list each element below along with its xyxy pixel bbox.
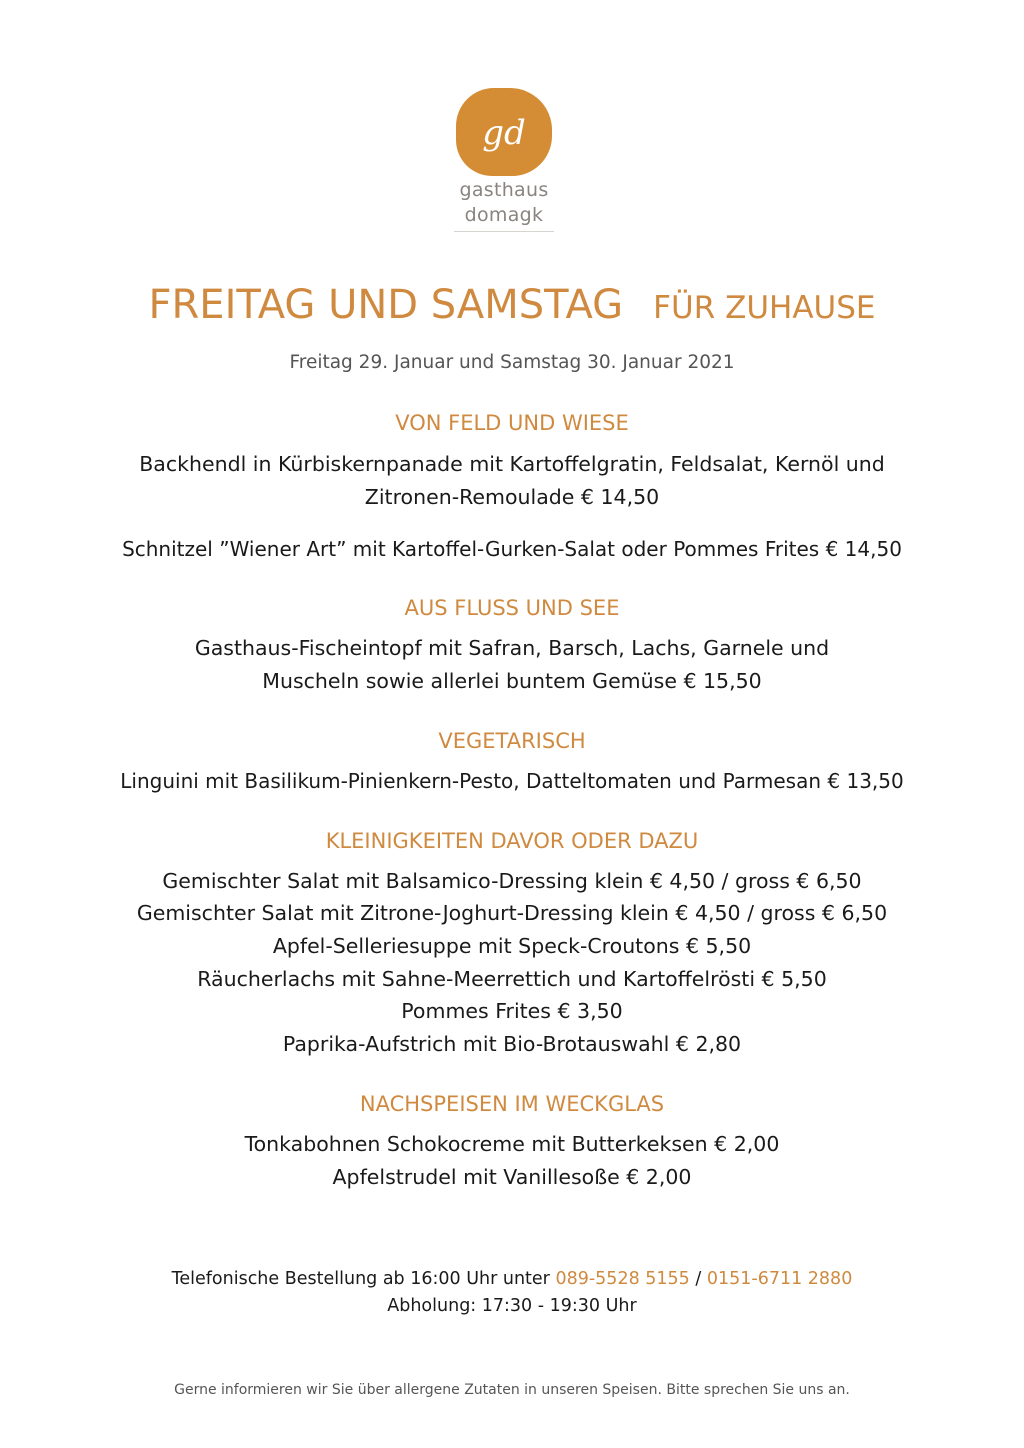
monogram-icon xyxy=(456,88,552,176)
section-heading-feld-wiese: VON FELD UND WIESE xyxy=(395,411,629,435)
logo-underline xyxy=(454,231,554,232)
menu-line: Gemischter Salat mit Balsamico-Dressing klein € 4,50 / gross € 6,50 xyxy=(162,869,862,893)
menu-line: Linguini mit Basilikum-Pinienkern-Pesto, Datteltomaten und Parmesan € 13,50 xyxy=(120,769,904,793)
logo-badge xyxy=(456,88,552,176)
order-info xyxy=(0,1269,1024,1289)
phone-link-2[interactable]: 0151-6711 2880 xyxy=(706,1269,853,1289)
menu-line: Tonkabohnen Schokocreme mit Butterkeksen € 2,00 xyxy=(244,1132,780,1156)
section-heading-kleinigkeiten: KLEINIGKEITEN DAVOR ODER DAZU xyxy=(325,829,699,853)
order-prefix: Telefonische Bestellung ab 16:00 Uhr unter xyxy=(171,1269,556,1289)
section-heading-vegetarisch: VEGETARISCH xyxy=(438,729,586,753)
section-heading-nachspeisen: NACHSPEISEN IM WECKGLAS xyxy=(359,1092,665,1116)
pickup-info: Abholung: 17:30 - 19:30 Uhr xyxy=(387,1296,637,1316)
logo-name-line2: domagk xyxy=(464,204,544,226)
section-heading-fluss-see: AUS FLUSS UND SEE xyxy=(404,596,620,620)
menu-line: Pommes Frites € 3,50 xyxy=(401,999,623,1023)
menu-line: Schnitzel ”Wiener Art” mit Kartoffel-Gurken-Salat oder Pommes Frites € 14,50 xyxy=(122,537,902,561)
menu-line: Muscheln sowie allerlei buntem Gemüse € 15,50 xyxy=(262,669,762,693)
menu-line: Zitronen-Remoulade € 14,50 xyxy=(364,485,660,509)
title-main: FREITAG UND SAMSTAG xyxy=(148,282,624,328)
menu-line: Paprika-Aufstrich mit Bio-Brotauswahl € 2,80 xyxy=(282,1032,742,1056)
menu-line: Räucherlachs mit Sahne-Meerrettich und Kartoffelrösti € 5,50 xyxy=(197,967,827,991)
logo-monogram: gd xyxy=(482,113,526,153)
phone-separator: / xyxy=(689,1269,707,1289)
menu-line: Backhendl in Kürbiskernpanade mit Kartoffelgratin, Feldsalat, Kernöl und xyxy=(139,452,885,476)
allergen-note: Gerne informieren wir Sie über allergene Zutaten in unseren Speisen. Bitte sprechen Sie uns an. xyxy=(174,1382,850,1398)
menu-line: Apfel-Selleriesuppe mit Speck-Croutons € 5,50 xyxy=(272,934,752,958)
title-sub: FÜR ZUHAUSE xyxy=(653,290,876,326)
page-title xyxy=(0,282,1024,328)
menu-line: Gemischter Salat mit Zitrone-Joghurt-Dressing klein € 4,50 / gross € 6,50 xyxy=(136,901,888,925)
logo xyxy=(452,88,556,232)
menu-line: Apfelstrudel mit Vanillesoße € 2,00 xyxy=(332,1165,692,1189)
date-line: Freitag 29. Januar und Samstag 30. Januar 2021 xyxy=(289,352,735,373)
menu-line: Gasthaus-Fischeintopf mit Safran, Barsch, Lachs, Garnele und xyxy=(194,636,830,660)
phone-link-1[interactable]: 089-5528 5155 xyxy=(555,1269,690,1289)
logo-name-line1: gasthaus xyxy=(459,179,549,201)
